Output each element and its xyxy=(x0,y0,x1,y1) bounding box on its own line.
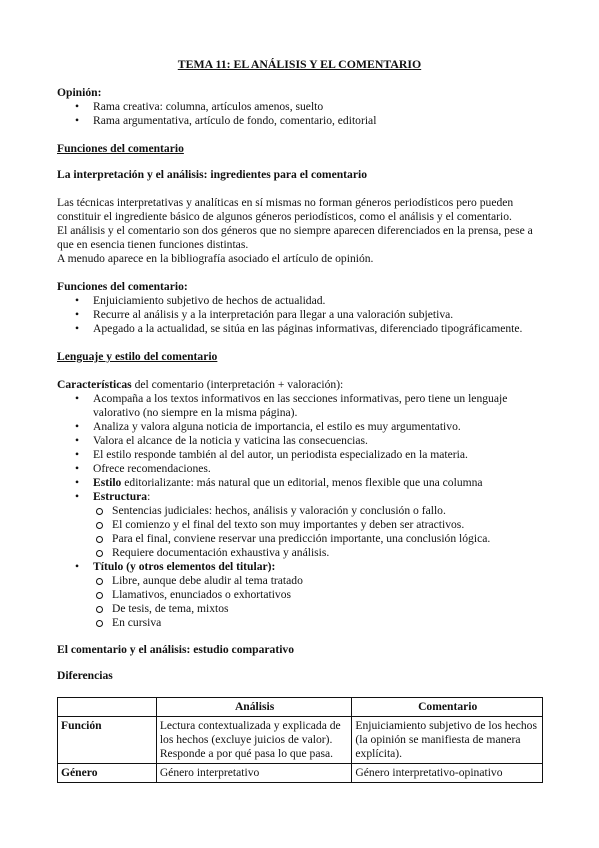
table-header-row xyxy=(58,698,543,717)
table-header-empty xyxy=(58,698,157,717)
titulo-sublist xyxy=(93,574,547,630)
caracteristicas-label: Características xyxy=(57,378,132,391)
funciones-list xyxy=(57,294,557,336)
intro-paragraphs xyxy=(57,196,549,266)
estructura-sublist xyxy=(93,504,547,560)
paragraph: A menudo aparece en la bibliografía asociado el artículo de opinión. xyxy=(57,252,374,265)
paragraph: El análisis y el comentario son dos géneros que no siempre aparecen diferenciados en la prensa, pese a que en esencia tienen funciones distintas. xyxy=(57,224,533,251)
list-item: • Enjuiciamiento subjetivo de hechos de actualidad. xyxy=(57,294,557,308)
sub-list-item: Llamativos, enunciados o exhortativos xyxy=(93,588,547,602)
sub-list-item: Requiere documentación exhaustiva y análisis. xyxy=(93,546,547,560)
opinion-heading: Opinión: xyxy=(57,86,102,99)
list-item-estilo xyxy=(57,476,547,490)
table-cell-comentario: Enjuiciamiento subjetivo de los hechos (la opinión se manifiesta de manera explícita). xyxy=(352,717,543,764)
funciones-section xyxy=(57,280,557,336)
estructura-colon: : xyxy=(147,490,151,503)
list-item: • Acompaña a los textos informativos en las secciones informativas, pero tiene un lenguaje valorativo (no siempre en la misma página). xyxy=(57,392,547,420)
lenguaje-heading: Lenguaje y estilo del comentario xyxy=(57,350,218,363)
list-item-estructura xyxy=(57,490,547,560)
funciones-heading: Funciones del comentario xyxy=(57,142,184,155)
table-header-comentario: Comentario xyxy=(352,698,543,717)
sub-list-item: De tesis, de tema, mixtos xyxy=(93,602,547,616)
document-title: TEMA 11: EL ANÁLISIS Y EL COMENTARIO xyxy=(177,57,422,71)
caracteristicas-list xyxy=(57,392,547,630)
table-cell-analisis: Género interpretativo xyxy=(156,764,352,783)
table-row-label: Función xyxy=(58,717,157,764)
list-item: • Analiza y valora alguna noticia de importancia, el estilo es muy argumentativo. xyxy=(57,420,547,434)
sub-list-item: Sentencias judiciales: hechos, análisis y valoración y conclusión o fallo. xyxy=(93,504,547,518)
caracteristicas-section xyxy=(57,378,547,630)
comparativo-heading: El comentario y el análisis: estudio comparativo xyxy=(57,643,295,656)
caracteristicas-intro xyxy=(57,378,547,392)
table-cell-comentario: Género interpretativo-opinativo xyxy=(352,764,543,783)
list-item: • El estilo responde también al del autor, un periodista especializado en la materia. xyxy=(57,448,547,462)
caracteristicas-rest: del comentario (interpretación + valoración): xyxy=(131,378,344,391)
estilo-label: Estilo xyxy=(93,476,122,489)
list-item: • Recurre al análisis y a la interpretación para llegar a una valoración subjetiva. xyxy=(57,308,557,322)
list-item: • Valora el alcance de la noticia y vaticina las consecuencias. xyxy=(57,434,547,448)
funciones-list-heading: Funciones del comentario: xyxy=(57,280,188,293)
sub-list-item: Libre, aunque debe aludir al tema tratado xyxy=(93,574,547,588)
sub-list-item: En cursiva xyxy=(93,616,547,630)
table-cell-analisis: Lectura contextualizada y explicada de los hechos (excluye juicios de valor). Responde a por qué pasa lo que pasa. xyxy=(156,717,352,764)
list-item: • Apegado a la actualidad, se sitúa en las páginas informativas, diferenciado tipográficamente. xyxy=(57,322,557,336)
sub-list-item: El comienzo y el final del texto son muy importantes y deben ser atractivos. xyxy=(93,518,547,532)
table-row-label: Género xyxy=(58,764,157,783)
estilo-text: editorializante: más natural que un editorial, menos flexible que una columna xyxy=(121,476,483,489)
opinion-list xyxy=(57,100,547,128)
table-row xyxy=(58,717,543,764)
list-item: • Rama argumentativa, artículo de fondo, comentario, editorial xyxy=(57,114,547,128)
titulo-label: Título (y otros elementos del titular): xyxy=(93,560,276,573)
comparison-table xyxy=(57,697,543,783)
paragraph: Las técnicas interpretativas y analíticas en sí mismas no forman géneros periodísticos pero pueden constituir el ingrediente básico de algunos géneros periodísticos, como el análisis y el comentario. xyxy=(57,196,514,223)
list-item-titulo xyxy=(57,560,547,630)
sub-list-item: Para el final, conviene reservar una predicción importante, una conclusión lógica. xyxy=(93,532,547,546)
list-item: • Ofrece recomendaciones. xyxy=(57,462,547,476)
table-header-analisis: Análisis xyxy=(156,698,352,717)
estructura-label: Estructura xyxy=(93,490,148,503)
diferencias-heading: Diferencias xyxy=(57,669,113,682)
table-row xyxy=(58,764,543,783)
list-item: • Rama creativa: columna, artículos amenos, suelto xyxy=(57,100,547,114)
opinion-section xyxy=(57,86,547,128)
interpretacion-heading: La interpretación y el análisis: ingredientes para el comentario xyxy=(57,168,367,181)
